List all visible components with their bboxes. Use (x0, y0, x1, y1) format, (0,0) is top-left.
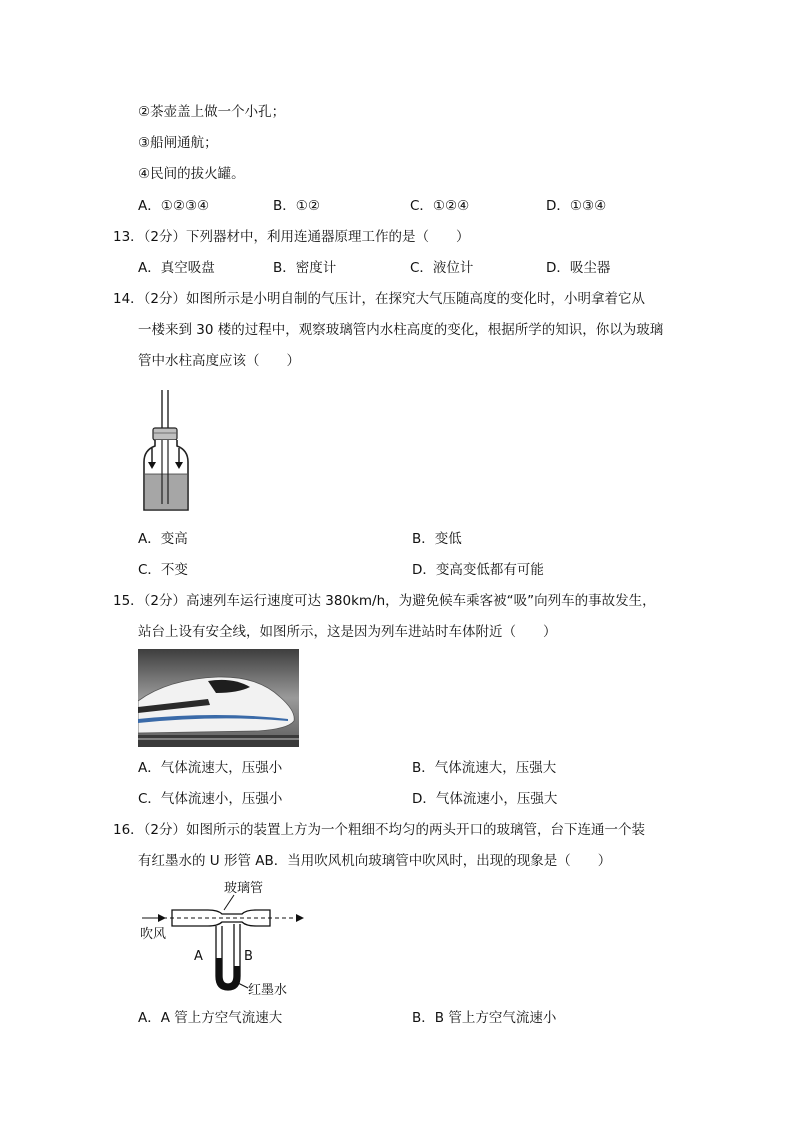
tube-a-label: A (194, 949, 203, 964)
glass-tube-label: 玻璃管 (224, 881, 264, 896)
tube-b-label: B (244, 949, 253, 964)
q15-option-c[interactable]: C．气体流速小，压强小 (138, 791, 283, 807)
q16-stem-line-2: 有红墨水的 U 形管 AB．当用吹风机向玻璃管中吹风时，出现的现象是（ ） (138, 853, 612, 869)
q12-option-b[interactable]: B．①② (273, 198, 320, 214)
q16-stem-line-1: 16．（2分）如图所示的装置上方为一个粗细不均匀的两头开口的玻璃管，台下连通一个装 (113, 822, 646, 838)
q12-option-a[interactable]: A．①②③④ (138, 198, 210, 214)
q15-stem-line-1: 15．（2分）高速列车运行速度可达 380km/h，为避免候车乘客被“吸”向列车的事故发生， (113, 593, 656, 609)
blow-label: 吹风 (140, 927, 167, 942)
q14-option-a[interactable]: A．变高 (138, 531, 188, 547)
q13-option-b[interactable]: B．密度计 (273, 260, 337, 276)
u-tube-figure (138, 876, 310, 1000)
q15-option-d[interactable]: D．气体流速小，压强大 (412, 791, 558, 807)
q16-option-a[interactable]: A．A 管上方空气流速大 (138, 1010, 283, 1026)
q14-stem-line-2: 一楼来到 30 楼的过程中，观察玻璃管内水柱高度的变化，根据所学的知识，你以为玻璃 (138, 322, 664, 338)
q14-option-d[interactable]: D．变高变低都有可能 (412, 562, 544, 578)
q13-option-a[interactable]: A．真空吸盘 (138, 260, 215, 276)
barometer-bottle-figure (136, 388, 196, 514)
q13-option-c[interactable]: C．液位计 (410, 260, 474, 276)
q13-stem: 13．（2分）下列器材中，利用连通器原理工作的是（ ） (113, 229, 470, 245)
q16-option-b[interactable]: B．B 管上方空气流速小 (412, 1010, 557, 1026)
q14-option-b[interactable]: B．变低 (412, 531, 462, 547)
q15-option-a[interactable]: A．气体流速大，压强小 (138, 760, 283, 776)
q12-item-2: ②茶壶盖上做一个小孔； (138, 104, 286, 120)
q13-option-d[interactable]: D．吸尘器 (546, 260, 611, 276)
q12-item-4: ④民间的拔火罐。 (138, 166, 245, 182)
q14-option-c[interactable]: C．不变 (138, 562, 188, 578)
high-speed-train-photo (138, 649, 299, 747)
q14-stem-line-3: 管中水柱高度应该（ ） (138, 353, 300, 369)
q15-option-b[interactable]: B．气体流速大，压强大 (412, 760, 557, 776)
q15-stem-line-2: 站台上设有安全线，如图所示，这是因为列车进站时车体附近（ ） (138, 624, 557, 640)
q12-option-c[interactable]: C．①②④ (410, 198, 470, 214)
q12-item-3: ③船闸通航； (138, 135, 218, 151)
red-ink-label: 红墨水 (248, 983, 288, 998)
q14-stem-line-1: 14．（2分）如图所示是小明自制的气压计，在探究大气压随高度的变化时，小明拿着它从 (113, 291, 646, 307)
q12-option-d[interactable]: D．①③④ (546, 198, 607, 214)
